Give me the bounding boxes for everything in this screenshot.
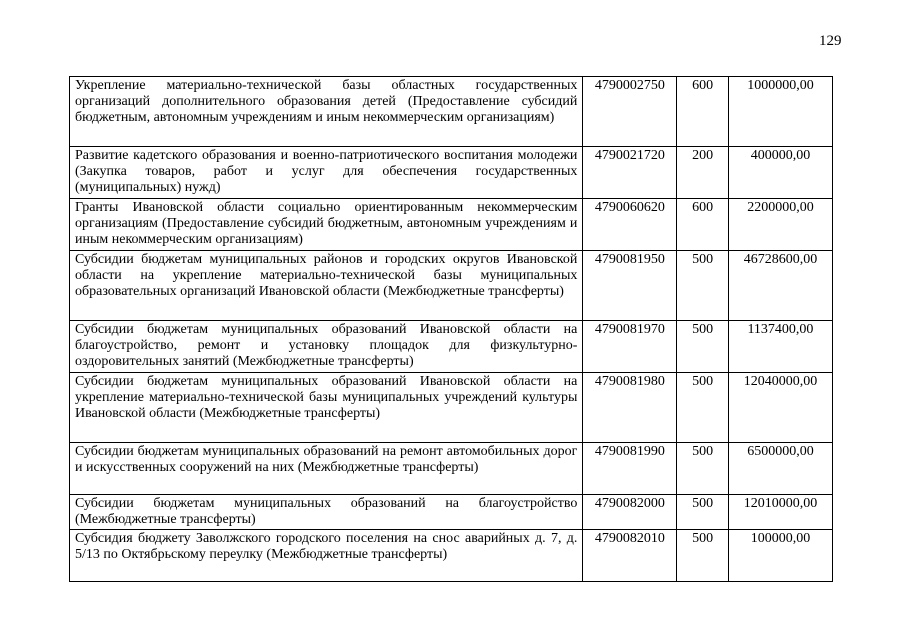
table-row xyxy=(70,251,833,321)
row-amount: 100000,00 xyxy=(728,530,832,582)
row-expense-type: 500 xyxy=(677,321,729,373)
row-expense-type: 500 xyxy=(677,373,729,443)
row-description: Субсидии бюджетам муниципальных образований на благоустройство (Межбюджетные трансферты) xyxy=(70,495,583,530)
table-row xyxy=(70,443,833,495)
row-expense-type: 500 xyxy=(677,530,729,582)
table-row xyxy=(70,373,833,443)
row-code: 4790082010 xyxy=(583,530,677,582)
row-expense-type: 500 xyxy=(677,251,729,321)
row-expense-type: 600 xyxy=(677,77,729,147)
row-description: Гранты Ивановской области социально ориентированным некоммерческим организациям (Предоставление субсидий бюджетным, автономным учреждениям и иным некоммерческим организациям) xyxy=(70,199,583,251)
row-code: 4790081980 xyxy=(583,373,677,443)
table-row xyxy=(70,77,833,147)
row-expense-type: 500 xyxy=(677,443,729,495)
row-amount: 2200000,00 xyxy=(728,199,832,251)
row-amount: 12040000,00 xyxy=(728,373,832,443)
row-description: Субсидии бюджетам муниципальных районов и городских округов Ивановской области на укрепление материально-технической базы муниципальных образовательных организаций Ивановской области (Межбюджетные трансферты) xyxy=(70,251,583,321)
row-code: 4790081990 xyxy=(583,443,677,495)
row-code: 4790081970 xyxy=(583,321,677,373)
row-expense-type: 600 xyxy=(677,199,729,251)
row-expense-type: 500 xyxy=(677,495,729,530)
row-description: Субсидии бюджетам муниципальных образований Ивановской области на укрепление материально-технической базы муниципальных учреждений культуры Ивановской области (Межбюджетные трансферты) xyxy=(70,373,583,443)
row-description: Субсидии бюджетам муниципальных образований Ивановской области на благоустройство, ремонт и установку площадок для физкультурно-оздоровительных занятий (Межбюджетные трансферты) xyxy=(70,321,583,373)
row-code: 4790002750 xyxy=(583,77,677,147)
row-amount: 12010000,00 xyxy=(728,495,832,530)
page-number: 129 xyxy=(819,33,842,49)
row-amount: 1137400,00 xyxy=(728,321,832,373)
table-row xyxy=(70,199,833,251)
table-row xyxy=(70,530,833,582)
table-row xyxy=(70,495,833,530)
row-amount: 46728600,00 xyxy=(728,251,832,321)
row-code: 4790021720 xyxy=(583,147,677,199)
row-description: Субсидии бюджетам муниципальных образований на ремонт автомобильных дорог и искусственных сооружений на них (Межбюджетные трансферты) xyxy=(70,443,583,495)
row-code: 4790081950 xyxy=(583,251,677,321)
row-expense-type: 200 xyxy=(677,147,729,199)
row-code: 4790082000 xyxy=(583,495,677,530)
row-code: 4790060620 xyxy=(583,199,677,251)
row-description: Укрепление материально-технической базы областных государственных организаций дополнительного образования детей (Предоставление субсидий бюджетным, автономным учреждениям и иным некоммерческим организациям) xyxy=(70,77,583,147)
row-amount: 6500000,00 xyxy=(728,443,832,495)
budget-table-body xyxy=(70,77,833,582)
table-row xyxy=(70,147,833,199)
budget-table xyxy=(69,76,833,582)
row-amount: 400000,00 xyxy=(728,147,832,199)
row-description: Развитие кадетского образования и военно-патриотического воспитания молодежи (Закупка товаров, работ и услуг для обеспечения государственных (муниципальных) нужд) xyxy=(70,147,583,199)
row-description: Субсидия бюджету Заволжского городского поселения на снос аварийных д. 7, д. 5/13 по Октябрьскому переулку (Межбюджетные трансферты) xyxy=(70,530,583,582)
row-amount: 1000000,00 xyxy=(728,77,832,147)
table-row xyxy=(70,321,833,373)
